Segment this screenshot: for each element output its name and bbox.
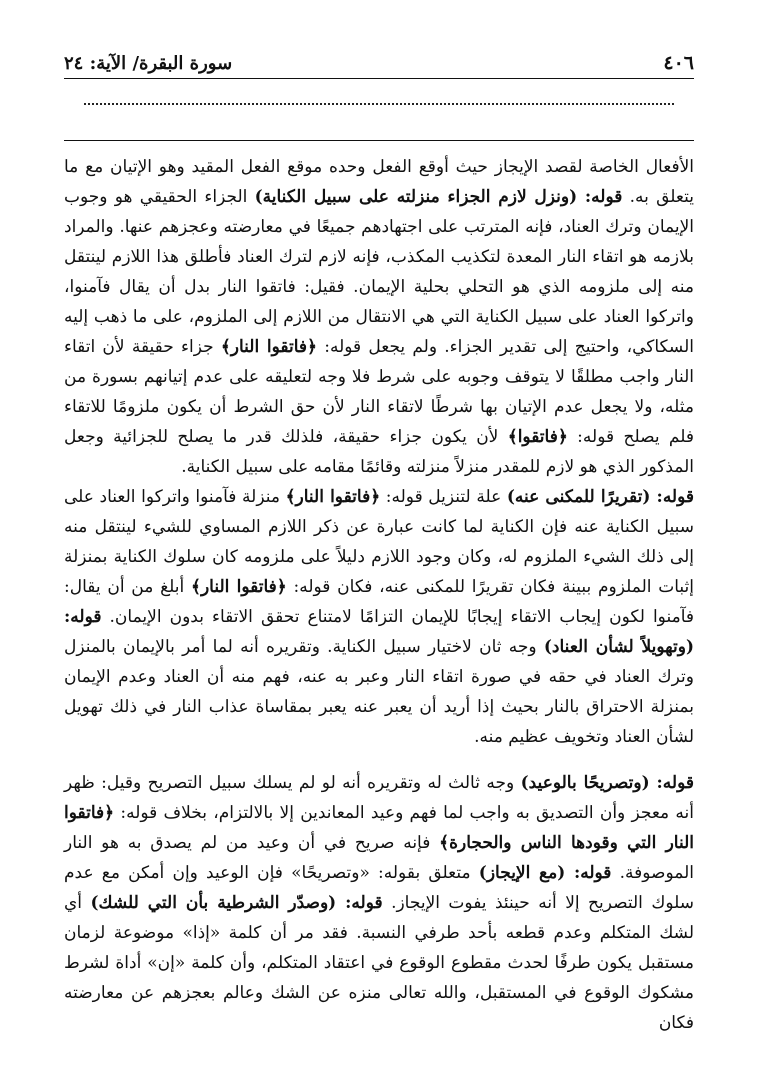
text-run: وجه ثان لاختيار سبيل الكناية. وتقريره أنه لما أمر بالإيمان بالمنزل وترك العناد في حقه في صورة اتقاء النار وعبر به عنه، فهم منه أن العناد وعدم الإيمان بمنزلة الاحتراق بالنار بحيث إذا أريد أن يعبر عنه يعبر بمقاساة عذاب النار في ذلك تهويل لشأن العناد وتخويف عظيم منه. <box>64 637 694 747</box>
dotted-divider <box>84 103 674 105</box>
keyword-phrase: قوله: (وتهويلاً لشأن العناد) <box>64 607 694 657</box>
text-run: لأن يكون جزاء حقيقة، فلذلك قدر ما يصلح للجزائية وجعل المذكور الذي هو لازم للمقدر منزلاً منزلته وقائمًا مقامه على سبيل الكناية. <box>64 427 694 477</box>
page-number: ٤٠٦ <box>663 52 694 74</box>
solid-divider <box>64 140 694 141</box>
text-run: الأفعال الخاصة لقصد الإيجاز حيث أوقع الفعل وحده موقع الفعل المقيد وهو الإتيان مع ما يتعلق به. <box>64 157 694 207</box>
text-run: فإنه صريح في أن وعيد من لم يصدق به هو النار الموصوفة. <box>64 833 694 883</box>
commentary-body <box>64 152 694 1038</box>
running-header <box>64 40 694 79</box>
text-run: منزلة فآمنوا واتركوا العناد على سبيل الكناية عنه فإن الكناية لما كانت عبارة عن ذكر اللازم المساوي للشيء لينتقل منه إلى ذلك الشيء الملزوم له، وكان وجود اللازم دليلاً على ملزومه كان سلوك الكناية بمنزلة إثبات الملزوم ببينة فكان تقريرًا للمكنى عنه، فكان قوله: <box>64 487 695 597</box>
keyword-phrase: قوله: (وتصريحًا بالوعيد) <box>520 773 695 793</box>
surah-verse-title: سورة البقرة/ الآية: ٢٤ <box>64 53 233 74</box>
paragraph-2 <box>64 482 694 752</box>
text-run: جزاء حقيقة لأن اتقاء النار واجب مطلقًا لا يتوقف وجوبه على شرط فلا وجه لتعليقه على عدم إتيانهم بسورة من مثله، ولا يجعل عدم الإتيان بها شرطًا لاتقاء النار لأن حق الشرط أن يكون ملزومًا للاتقاء فلم يصلح قوله: <box>64 337 694 447</box>
text-run: وجه ثالث له وتقريره أنه لو لم يسلك سبيل التصريح وقيل: ظهر أنه معجز وأن التصديق به واجب لما فهم وعيد المعاندين إلا بالالتزام، بخلاف قوله: <box>64 773 694 823</box>
text-run: أي لشك المتكلم وعدم قطعه بأحد طرفي النسبة. فقد مر أن كلمة «إذا» موضوعة لزمان مستقبل يكون طرفًا لحدث مقطوع الوقوع في اعتقاد المتكلم، وأن كلمة «إن» أداة لشرط مشكوك الوقوع في المستقبل، والله تعالى منزه عن الشك وعالم بعجزهم عن معارضته فكان <box>64 893 694 1033</box>
keyword-phrase: قوله: (تقريرًا للمكنى عنه) <box>506 487 695 507</box>
paragraph-3 <box>64 768 694 1038</box>
text-run: الجزاء الحقيقي هو وجوب الإيمان وترك العناد، فإنه المترتب على اجتهادهم جميعًا في معارضته وعجزهم عنها. والمراد بلازمه هو اتقاء النار المعدة لتكذيب المكذب، فإنه لازم لترك العناد فأطلق هذا اللازم لينتقل منه إلى ملزومه الذي هو التحلي بحلية الإيمان. فقيل: فاتقوا النار بدل أن يقال فآمنوا، واتركوا العناد على سبيل الكناية التي هي الانتقال من اللازم إلى الملزوم، على ما ذهب إليه السكاكي، واحتيج إلى تقدير الجزاء. ولم يجعل قوله: <box>64 187 694 357</box>
text-run: علة لتنزيل قوله: <box>380 487 507 507</box>
text-run: متعلق بقوله: «وتصريحًا» فإن الوعيد وإن أمكن مع عدم سلوك التصريح إلا أنه حينئذ يفوت الإيجاز. <box>64 863 694 913</box>
keyword-phrase: ﴿فاتقوا النار التي وقودها الناس والحجارة﴾ <box>64 803 694 853</box>
keyword-phrase: ﴿فاتقوا النار﴾ <box>190 577 287 597</box>
keyword-phrase: ﴿فاتقوا﴾ <box>507 427 568 447</box>
keyword-phrase: ﴿فاتقوا النار﴾ <box>220 337 318 357</box>
keyword-phrase: قوله: (وصدّر الشرطية بأن التي للشك) <box>90 893 383 913</box>
keyword-phrase: قوله: (مع الإيجاز) <box>478 863 612 883</box>
keyword-phrase: قوله: (ونزل لازم الجزاء منزلته على سبيل الكناية) <box>254 187 623 207</box>
keyword-phrase: ﴿فاتقوا النار﴾ <box>285 487 381 507</box>
text-run: أبلغ من أن يقال: فآمنوا لكون إيجاب الاتقاء إيجابًا للإيمان التزامًا لامتناع تحقق الاتقاء بدون الإيمان. <box>64 577 694 627</box>
paragraph-1 <box>64 152 694 482</box>
